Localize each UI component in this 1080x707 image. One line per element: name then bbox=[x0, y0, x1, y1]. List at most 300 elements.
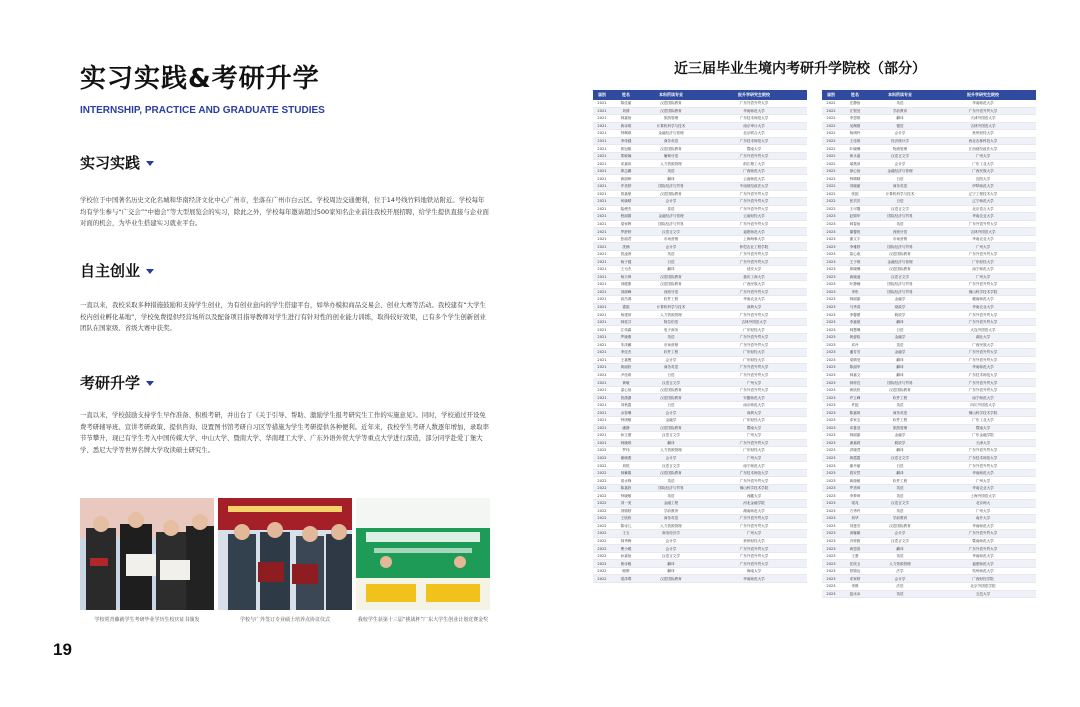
table-cell: 大连外国语大学 bbox=[930, 326, 1036, 334]
table-row bbox=[593, 115, 807, 123]
column-header: 姓名 bbox=[840, 90, 870, 100]
table-cell: 林丽丽 bbox=[840, 432, 870, 440]
table-cell: 廖晓琳 bbox=[840, 266, 870, 274]
table-cell: 金融学 bbox=[641, 416, 701, 424]
table-row bbox=[822, 462, 1036, 470]
table-cell: 广东外语外贸大学 bbox=[701, 439, 807, 447]
table-cell: 人力资源管理 bbox=[641, 160, 701, 168]
table-cell: 2022 bbox=[593, 530, 611, 538]
table-cell: 人力资源管理 bbox=[870, 560, 930, 568]
table-cell: 北京语言大学 bbox=[930, 205, 1036, 213]
table-row bbox=[593, 333, 807, 341]
table-cell: 吉林外国语大学 bbox=[930, 122, 1036, 130]
table-row bbox=[593, 447, 807, 455]
table-cell: 2023 bbox=[822, 333, 840, 341]
table-cell: 2023 bbox=[822, 356, 840, 364]
table-cell: 旅游管理 bbox=[641, 115, 701, 123]
table-row bbox=[822, 371, 1036, 379]
table-cell: 孙嘉怡 bbox=[611, 552, 641, 560]
table-cell: 五邑大学 bbox=[930, 590, 1036, 598]
table-cell: 英语 bbox=[641, 333, 701, 341]
table-row bbox=[822, 266, 1036, 274]
table-cell: 广东外语外贸大学 bbox=[930, 349, 1036, 357]
table-cell: 王嘉俊 bbox=[611, 356, 641, 364]
table-cell: 2021 bbox=[593, 228, 611, 236]
table-cell: 汉语言文学 bbox=[870, 537, 930, 545]
table-cell: 广东财经大学 bbox=[701, 416, 807, 424]
table-cell: 2023 bbox=[822, 401, 840, 409]
table-cell: 吴佩倩 bbox=[840, 122, 870, 130]
table-cell: 广东财经大学 bbox=[701, 447, 807, 455]
table-cell: 梁水锋 bbox=[611, 477, 641, 485]
table-cell: 广东外语外贸大学 bbox=[701, 258, 807, 266]
table-cell: 华南师范大学 bbox=[930, 364, 1036, 372]
table-cell: 2021 bbox=[593, 288, 611, 296]
table-cell: 黄思喜 bbox=[840, 545, 870, 553]
table-cell: 江银莹 bbox=[840, 107, 870, 115]
table-row bbox=[593, 326, 807, 334]
table-cell: 董馨悦 bbox=[840, 228, 870, 236]
table-cell: 汉语国际教育 bbox=[870, 250, 930, 258]
table-cell: 华南师范大学 bbox=[930, 469, 1036, 477]
table-cell: 广西财经学院 bbox=[930, 575, 1036, 583]
table-cell: 英语 bbox=[870, 100, 930, 107]
table-cell: 李伟健 bbox=[611, 137, 641, 145]
table-cell: 日语 bbox=[641, 258, 701, 266]
table-cell: 2023 bbox=[822, 228, 840, 236]
table-cell: 暨南大学 bbox=[701, 424, 807, 432]
table-cell: 钟琪敏 bbox=[611, 416, 641, 424]
table-cell: 陆俊杰 bbox=[611, 205, 641, 213]
table-row bbox=[593, 349, 807, 357]
table-cell: 李思琪 bbox=[840, 115, 870, 123]
table-cell: 英语 bbox=[641, 167, 701, 175]
table-cell: 西藏大学 bbox=[701, 492, 807, 500]
table-row bbox=[593, 567, 807, 575]
table-cell: 广东技术师范大学 bbox=[701, 469, 807, 477]
table-cell: 英语 bbox=[870, 552, 930, 560]
table-row bbox=[593, 205, 807, 213]
table-cell: 广州大学 bbox=[930, 477, 1036, 485]
table-cell: 英语 bbox=[870, 507, 930, 515]
table-cell: 王欣欣 bbox=[611, 515, 641, 523]
table-cell: 2022 bbox=[593, 469, 611, 477]
table-cell: 日语 bbox=[870, 462, 930, 470]
table-row bbox=[593, 296, 807, 304]
table-cell: 黄瑞敏 bbox=[840, 477, 870, 485]
table-cell: 国际经济与贸易 bbox=[641, 220, 701, 228]
table-cell: 广东财经大学 bbox=[701, 326, 807, 334]
table-cell: 汉语言文学 bbox=[870, 152, 930, 160]
table-cell: 2023 bbox=[822, 507, 840, 515]
table-row bbox=[593, 522, 807, 530]
table-cell: 佛山科学技术学院 bbox=[930, 409, 1036, 417]
table-cell: 物流管理 bbox=[870, 145, 930, 153]
table-cell: 2021 bbox=[593, 220, 611, 228]
table-cell: 翻译 bbox=[870, 469, 930, 477]
table-row bbox=[593, 273, 807, 281]
triangle-down-icon bbox=[146, 269, 154, 274]
table-cell: 2023 bbox=[822, 567, 840, 575]
table-cell: 翻译 bbox=[870, 318, 930, 326]
table-cell: 李斯 bbox=[840, 583, 870, 591]
table-cell: 2022 bbox=[822, 130, 840, 138]
table-row bbox=[593, 432, 807, 440]
table-cell: 汉语言文学 bbox=[870, 205, 930, 213]
table-cell: 福建师范大学 bbox=[930, 560, 1036, 568]
table-cell: 重庆工商大学 bbox=[701, 273, 807, 281]
table-cell: 林梓宜 bbox=[840, 379, 870, 387]
table-row bbox=[822, 220, 1036, 228]
table-row bbox=[593, 424, 807, 432]
table-cell: 赵锦华 bbox=[840, 213, 870, 221]
table-cell: 邓嘉伟 bbox=[611, 160, 641, 168]
table-cell: 2022 bbox=[822, 190, 840, 198]
table-row bbox=[822, 183, 1036, 191]
table-cell: 国际经济与贸易 bbox=[870, 243, 930, 251]
table-cell: 广州大学 bbox=[930, 507, 1036, 515]
table-cell: 日语 bbox=[870, 198, 930, 206]
section-text-internship: 学校位于中国著名历史文化名城和华南经济文化中心广州市，坐落在广州市白云区。学校周边交通便利，位于14号线竹料地铁站附近。学校每年均有学生参与“广交会”“中德会”等大型展览会的实习，除此之外，学校每年邀请超过500家知名企业前往我校开展招聘，给学生提供直接与企业面对面的机会，为毕业生搭建实习就业平台。 bbox=[80, 196, 489, 227]
table-cell: 广州大学 bbox=[701, 432, 807, 440]
table-cell: 会计学 bbox=[641, 409, 701, 417]
table-cell: 暨南大学 bbox=[930, 424, 1036, 432]
table-cell: 郭冠雄 bbox=[611, 145, 641, 153]
table-row bbox=[822, 333, 1036, 341]
table-cell: 广东工业大学 bbox=[930, 416, 1036, 424]
table-cell: 汉语国际教育 bbox=[641, 394, 701, 402]
table-cell: 邓丹 bbox=[840, 341, 870, 349]
table-cell: 2023 bbox=[822, 258, 840, 266]
table-cell: 2021 bbox=[593, 303, 611, 311]
table-cell: 2022 bbox=[593, 477, 611, 485]
table-row bbox=[822, 356, 1036, 364]
table-cell: 2021 bbox=[593, 250, 611, 258]
table-row bbox=[822, 515, 1036, 523]
table-cell: 市场营销 bbox=[641, 341, 701, 349]
table-cell: 2023 bbox=[822, 250, 840, 258]
table-cell: 曾锦达 bbox=[840, 567, 870, 575]
table-row bbox=[822, 175, 1036, 183]
table-cell: 2023 bbox=[822, 349, 840, 357]
table-row bbox=[822, 364, 1036, 372]
column-header: 本科所读专业 bbox=[641, 90, 701, 100]
table-cell: 2021 bbox=[593, 333, 611, 341]
table-cell: 刘一美 bbox=[611, 499, 641, 507]
table-cell: 翻译 bbox=[641, 266, 701, 274]
table-cell: 庄静怡 bbox=[840, 100, 870, 107]
signing-ceremony-photo bbox=[218, 498, 352, 610]
table-cell: 翻译 bbox=[870, 371, 930, 379]
table-row bbox=[593, 515, 807, 523]
table-cell: 蓝冰冰 bbox=[840, 590, 870, 598]
table-cell: 德语 bbox=[870, 122, 930, 130]
table-cell: 罗伟 bbox=[611, 447, 641, 455]
table-cell: 顾维 bbox=[611, 567, 641, 575]
table-cell: 2023 bbox=[822, 371, 840, 379]
table-cell: 黄欣欣 bbox=[840, 386, 870, 394]
table-cell: 学前教育 bbox=[870, 515, 930, 523]
table-cell: 会计学 bbox=[641, 243, 701, 251]
table-cell: 王蕾 bbox=[840, 552, 870, 560]
table-cell: 国际经济与贸易 bbox=[870, 281, 930, 289]
table-row bbox=[822, 145, 1036, 153]
table-row bbox=[593, 137, 807, 145]
table-row bbox=[593, 258, 807, 266]
table-cell: 汉语国际教育 bbox=[870, 266, 930, 274]
table-cell: 张贝贝 bbox=[840, 198, 870, 206]
table-cell: 2022 bbox=[593, 567, 611, 575]
table-cell: 陈丽华 bbox=[840, 364, 870, 372]
table-cell: 汉语言文学 bbox=[641, 228, 701, 236]
table-cell: 2022 bbox=[593, 515, 611, 523]
table-cell: 2021 bbox=[593, 122, 611, 130]
table-cell: 2021 bbox=[593, 100, 611, 107]
table-cell: 软件工程 bbox=[870, 394, 930, 402]
table-cell: 人力资源管理 bbox=[641, 522, 701, 530]
table-cell: 广西民族大学 bbox=[930, 167, 1036, 175]
table-cell: 2021 bbox=[593, 281, 611, 289]
table-cell: 2021 bbox=[593, 311, 611, 319]
table-cell: 2022 bbox=[593, 545, 611, 553]
table-cell: 暨南大学 bbox=[701, 145, 807, 153]
table-cell: 翁燕萍 bbox=[840, 160, 870, 168]
table-cell: 汉语言文学 bbox=[870, 273, 930, 281]
table-cell: 四川外国语大学 bbox=[930, 401, 1036, 409]
table-row bbox=[593, 167, 807, 175]
table-cell: 翻译 bbox=[641, 560, 701, 568]
table-cell: 软件工程 bbox=[641, 296, 701, 304]
table-cell: 谢丹丽 bbox=[840, 462, 870, 470]
table-cell: 2021 bbox=[593, 326, 611, 334]
table-cell: 翻译 bbox=[641, 439, 701, 447]
table-cell: 深圳大学 bbox=[701, 409, 807, 417]
table-cell: 2021 bbox=[593, 243, 611, 251]
table-cell: 软件工程 bbox=[870, 477, 930, 485]
table-row bbox=[593, 371, 807, 379]
table-cell: 2021 bbox=[593, 379, 611, 387]
table-cell: 广东外语外贸大学 bbox=[701, 288, 807, 296]
table-row bbox=[822, 243, 1036, 251]
table-cell: 2021 bbox=[593, 145, 611, 153]
table-cell: 2023 bbox=[822, 522, 840, 530]
table-cell: 学前教育 bbox=[870, 107, 930, 115]
table-cell: 2023 bbox=[822, 318, 840, 326]
table-cell: 仲恺农业工程学院 bbox=[701, 243, 807, 251]
table-cell: 2021 bbox=[593, 160, 611, 168]
table-cell: 广东外语外贸大学 bbox=[701, 371, 807, 379]
table-cell: 2023 bbox=[822, 303, 840, 311]
table-cell: 广东外语外贸大学 bbox=[701, 477, 807, 485]
table-row bbox=[593, 250, 807, 258]
table-cell: 广东财经大学 bbox=[701, 356, 807, 364]
page-number: 19 bbox=[53, 640, 72, 659]
table-cell: 英语 bbox=[870, 401, 930, 409]
table-row bbox=[822, 575, 1036, 583]
table-cell: 2021 bbox=[593, 198, 611, 206]
photo-strip bbox=[80, 498, 490, 610]
table-cell: 华南师范大学 bbox=[930, 522, 1036, 530]
table-cell: 商务英语 bbox=[870, 183, 930, 191]
section-heading-entrepreneurship bbox=[80, 260, 154, 281]
table-row bbox=[822, 522, 1036, 530]
table-row bbox=[593, 484, 807, 492]
table-row bbox=[593, 469, 807, 477]
table-cell: 刘悦 bbox=[611, 462, 641, 470]
table-cell: 广东外语外贸大学 bbox=[701, 522, 807, 530]
table-cell: 张振 bbox=[840, 190, 870, 198]
table-cell: 南宁师范大学 bbox=[930, 394, 1036, 402]
table-cell: 李雅婷 bbox=[840, 243, 870, 251]
table-cell: 2023 bbox=[822, 394, 840, 402]
table-cell: 汉语国际教育 bbox=[641, 190, 701, 198]
table-cell: 2023 bbox=[822, 477, 840, 485]
table-cell: 上海海事大学 bbox=[701, 235, 807, 243]
page-subtitle: INTERNSHIP, PRACTICE AND GRADUATE STUDIES bbox=[80, 105, 325, 116]
table-row bbox=[822, 341, 1036, 349]
table-cell: 云南财经大学 bbox=[701, 213, 807, 221]
table-cell: 林嘉怡 bbox=[611, 115, 641, 123]
table-cell: 罗舒婷 bbox=[611, 228, 641, 236]
table-cell: 广西民族大学 bbox=[930, 341, 1036, 349]
table-cell: 商务经济学 bbox=[641, 530, 701, 538]
table-cell: 广东外语外贸大学 bbox=[930, 281, 1036, 289]
table-cell: 廖志鹏 bbox=[611, 167, 641, 175]
table-cell: 广东外语外贸大学 bbox=[701, 386, 807, 394]
table-cell: 钱安然 bbox=[840, 469, 870, 477]
table-cell: 黄霞霞 bbox=[840, 454, 870, 462]
table-cell: 广州大学 bbox=[930, 152, 1036, 160]
graduate-table-right bbox=[822, 90, 1036, 598]
table-cell: 林嘉文 bbox=[840, 371, 870, 379]
table-cell: 计算机科学与技术 bbox=[641, 303, 701, 311]
table-cell: 唐晓凌 bbox=[840, 273, 870, 281]
table-cell: 日语 bbox=[870, 326, 930, 334]
table-cell: 市场营销 bbox=[870, 235, 930, 243]
table-cell: 2021 bbox=[593, 394, 611, 402]
table-cell: 人力资源管理 bbox=[641, 311, 701, 319]
table-cell: 钟佩琪 bbox=[611, 130, 641, 138]
table-row bbox=[822, 492, 1036, 500]
table-row bbox=[822, 213, 1036, 221]
table-row bbox=[822, 205, 1036, 213]
table-row bbox=[593, 552, 807, 560]
table-cell: 叶静楠 bbox=[840, 281, 870, 289]
table-cell: 市场营销 bbox=[641, 235, 701, 243]
table-cell: 国际经济与贸易 bbox=[870, 288, 930, 296]
table-cell: 商务英语 bbox=[641, 364, 701, 372]
table-cell: 暨南师范大学 bbox=[930, 537, 1036, 545]
table-cell: 国际经济与贸易 bbox=[641, 484, 701, 492]
table-cell: 林桂芬 bbox=[611, 318, 641, 326]
table-cell: 2022 bbox=[822, 205, 840, 213]
table-cell: 日语 bbox=[870, 175, 930, 183]
table-cell: 2022 bbox=[593, 522, 611, 530]
table-cell: 广西师范大学 bbox=[701, 167, 807, 175]
table-cell: 商务英语 bbox=[641, 515, 701, 523]
table-cell: 杨子健 bbox=[611, 258, 641, 266]
table-cell: 邓蔓莹 bbox=[840, 424, 870, 432]
table-row bbox=[822, 567, 1036, 575]
table-row bbox=[593, 281, 807, 289]
table-row bbox=[593, 386, 807, 394]
table-cell: 2021 bbox=[593, 213, 611, 221]
table-row bbox=[593, 537, 807, 545]
table-cell: 汉语言文学 bbox=[641, 379, 701, 387]
table-cell: 佛山科学技术学院 bbox=[930, 288, 1036, 296]
table-row bbox=[593, 235, 807, 243]
section-text-entrepreneurship: 一直以来，我校采取多种措施鼓励和支持学生创业，为有创业意向的学生搭建平台，如举办模拟商品交易会、创业大赛等活动。我校建有“大学生校内创业孵化基地”，学校免费提供经营场所以及配备项目指导教师对学生进行有针对性的创业能力训练，取得较好效果，已有多个学生创新创业团队在国家级、省级大赛中获奖。 bbox=[80, 301, 486, 332]
table-cell: 梁家辉 bbox=[611, 220, 641, 228]
table-row bbox=[822, 326, 1036, 334]
table-cell: 2021 bbox=[593, 364, 611, 372]
table-cell: 林丽丽 bbox=[840, 296, 870, 304]
table-cell: 福建师范大学 bbox=[701, 228, 807, 236]
table-cell: 洪晓君 bbox=[840, 447, 870, 455]
table-cell: 2021 bbox=[593, 349, 611, 357]
table-cell: 2021 bbox=[593, 258, 611, 266]
table-cell: 2022 bbox=[822, 198, 840, 206]
table-cell: 许振 bbox=[840, 401, 870, 409]
table-cell: 广州大学 bbox=[701, 530, 807, 538]
column-header: 届别 bbox=[593, 90, 611, 100]
table-row bbox=[593, 379, 807, 387]
table-row bbox=[822, 115, 1036, 123]
table-cell: 2021 bbox=[593, 371, 611, 379]
table-cell: 国际经济与贸易 bbox=[870, 213, 930, 221]
column-header: 姓名 bbox=[611, 90, 641, 100]
table-cell: 泰语 bbox=[641, 205, 701, 213]
award-stage-photo bbox=[356, 498, 490, 610]
table-row bbox=[822, 160, 1036, 168]
table-cell: 会计学 bbox=[870, 130, 930, 138]
table-cell: 曾嘉豪 bbox=[611, 190, 641, 198]
table-cell: 2021 bbox=[593, 439, 611, 447]
section-heading-text: 实习实践 bbox=[80, 154, 141, 172]
table-row bbox=[822, 311, 1036, 319]
table-cell: 广东外语外贸大学 bbox=[930, 545, 1036, 553]
table-cell: 2022 bbox=[822, 152, 840, 160]
table-row bbox=[593, 190, 807, 198]
table-cell: 广东外语外贸大学 bbox=[930, 356, 1036, 364]
table-cell: 会计学 bbox=[641, 454, 701, 462]
table-cell: 翻译 bbox=[870, 356, 930, 364]
table-cell: 广东外语外贸大学 bbox=[701, 198, 807, 206]
table-cell: 华南农业大学 bbox=[930, 303, 1036, 311]
table-row bbox=[822, 130, 1036, 138]
table-row bbox=[822, 198, 1036, 206]
table-cell: 安徽师范大学 bbox=[701, 394, 807, 402]
table-row bbox=[822, 416, 1036, 424]
table-row bbox=[822, 281, 1036, 289]
table-cell: 叶晓琳 bbox=[840, 145, 870, 153]
table-cell: 广东工业大学 bbox=[930, 160, 1036, 168]
page-title: 实习实践&考研升学 bbox=[80, 64, 320, 94]
table-cell: 软件工程 bbox=[641, 349, 701, 357]
graduation-photo bbox=[80, 498, 214, 610]
table-cell: 翻译 bbox=[870, 447, 930, 455]
table-cell: 2022 bbox=[593, 462, 611, 470]
table-cell: 湖北大学 bbox=[930, 333, 1036, 341]
table-cell: 王子琪 bbox=[840, 258, 870, 266]
table-cell: 国际经济与贸易 bbox=[641, 183, 701, 191]
table-cell: 海南大学 bbox=[701, 567, 807, 575]
table-cell: 2023 bbox=[822, 288, 840, 296]
table-cell: 广州大学 bbox=[930, 243, 1036, 251]
table-cell: 2023 bbox=[822, 583, 840, 591]
table-row bbox=[822, 235, 1036, 243]
table-cell: 2023 bbox=[822, 469, 840, 477]
